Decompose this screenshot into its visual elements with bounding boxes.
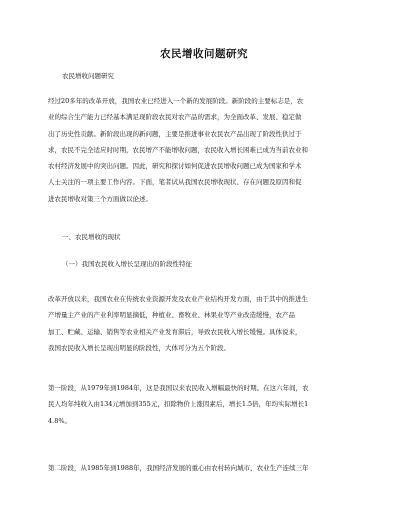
page-title: 农民增收问题研究: [160, 48, 248, 60]
text-line: 第二阶段，从1985年到1988年，我国经济发展的重心由农村转向城市，农业生产连续三年: [48, 464, 309, 472]
text-line: 人士关注的一项主要工作内容。下面，笔者试从我国农民增收现状、存在问题及原因和促: [48, 178, 302, 187]
intro-paragraph: [48, 93, 366, 207]
text-line: 出了历史性贡献。新阶段出现的新问题，主要是推进事业农民农产品出现了阶段性供过于: [48, 129, 302, 138]
text-line: 农村经济发展中的突出问题。因此，研究和探讨如何促进农民增收问题已成为国家和学术: [48, 162, 302, 171]
subsection-heading: （一）我国农民收入增长呈现出的阶段性特征: [62, 260, 192, 268]
body-paragraph: [48, 380, 366, 429]
section-heading: 一、农民增收的现状: [62, 233, 121, 241]
text-line: 民人均年纯收入由134元增加到355元，扣除物价上涨因素后，增长1.5倍，年均实际增长1: [48, 400, 309, 409]
text-line: 我国农民收入增长呈现出明显的阶段性，大体可分为五个阶段。: [48, 343, 230, 352]
text-line: 改革开放以来，我国农业在传统农业资源开发及农业产业结构开发方面，由于其中的推进生: [48, 295, 308, 303]
text-line: 进农民增收对策三个方面做以论述。: [48, 194, 152, 203]
text-line: 第一阶段，从1979年到1984年，这是我国以来农民收入增幅最快的时期。在这六年间，农: [48, 384, 309, 392]
text-line: 加工、贮藏、运输、销售等农业相关产业发育滞后，导致农民收入增长缓慢。具体说来，: [48, 327, 302, 336]
text-line: 产增量主产业的产业利率明显摘低，种植业、畜牧业、林果业等产业改造缓慢，农产品: [48, 311, 295, 320]
body-paragraph: [48, 460, 366, 476]
text-line: 经过20多年的改革开放，我国农业已经进入一个新的发展阶段。新阶段的主要标志是，农: [48, 97, 304, 105]
body-paragraph: [48, 291, 366, 356]
document-subtitle: 农民增收问题研究: [62, 72, 114, 80]
text-line: 业的综合生产能力已经基本满足现阶段农民对农产品的需求，为全面改革、发展、稳定做: [48, 113, 302, 122]
text-line: 4.8%。: [48, 416, 72, 425]
text-line: 求，农民不完全适应时时期，农民增产不能增收问题，农民收入增长困难已成为当前农业和: [48, 145, 308, 154]
